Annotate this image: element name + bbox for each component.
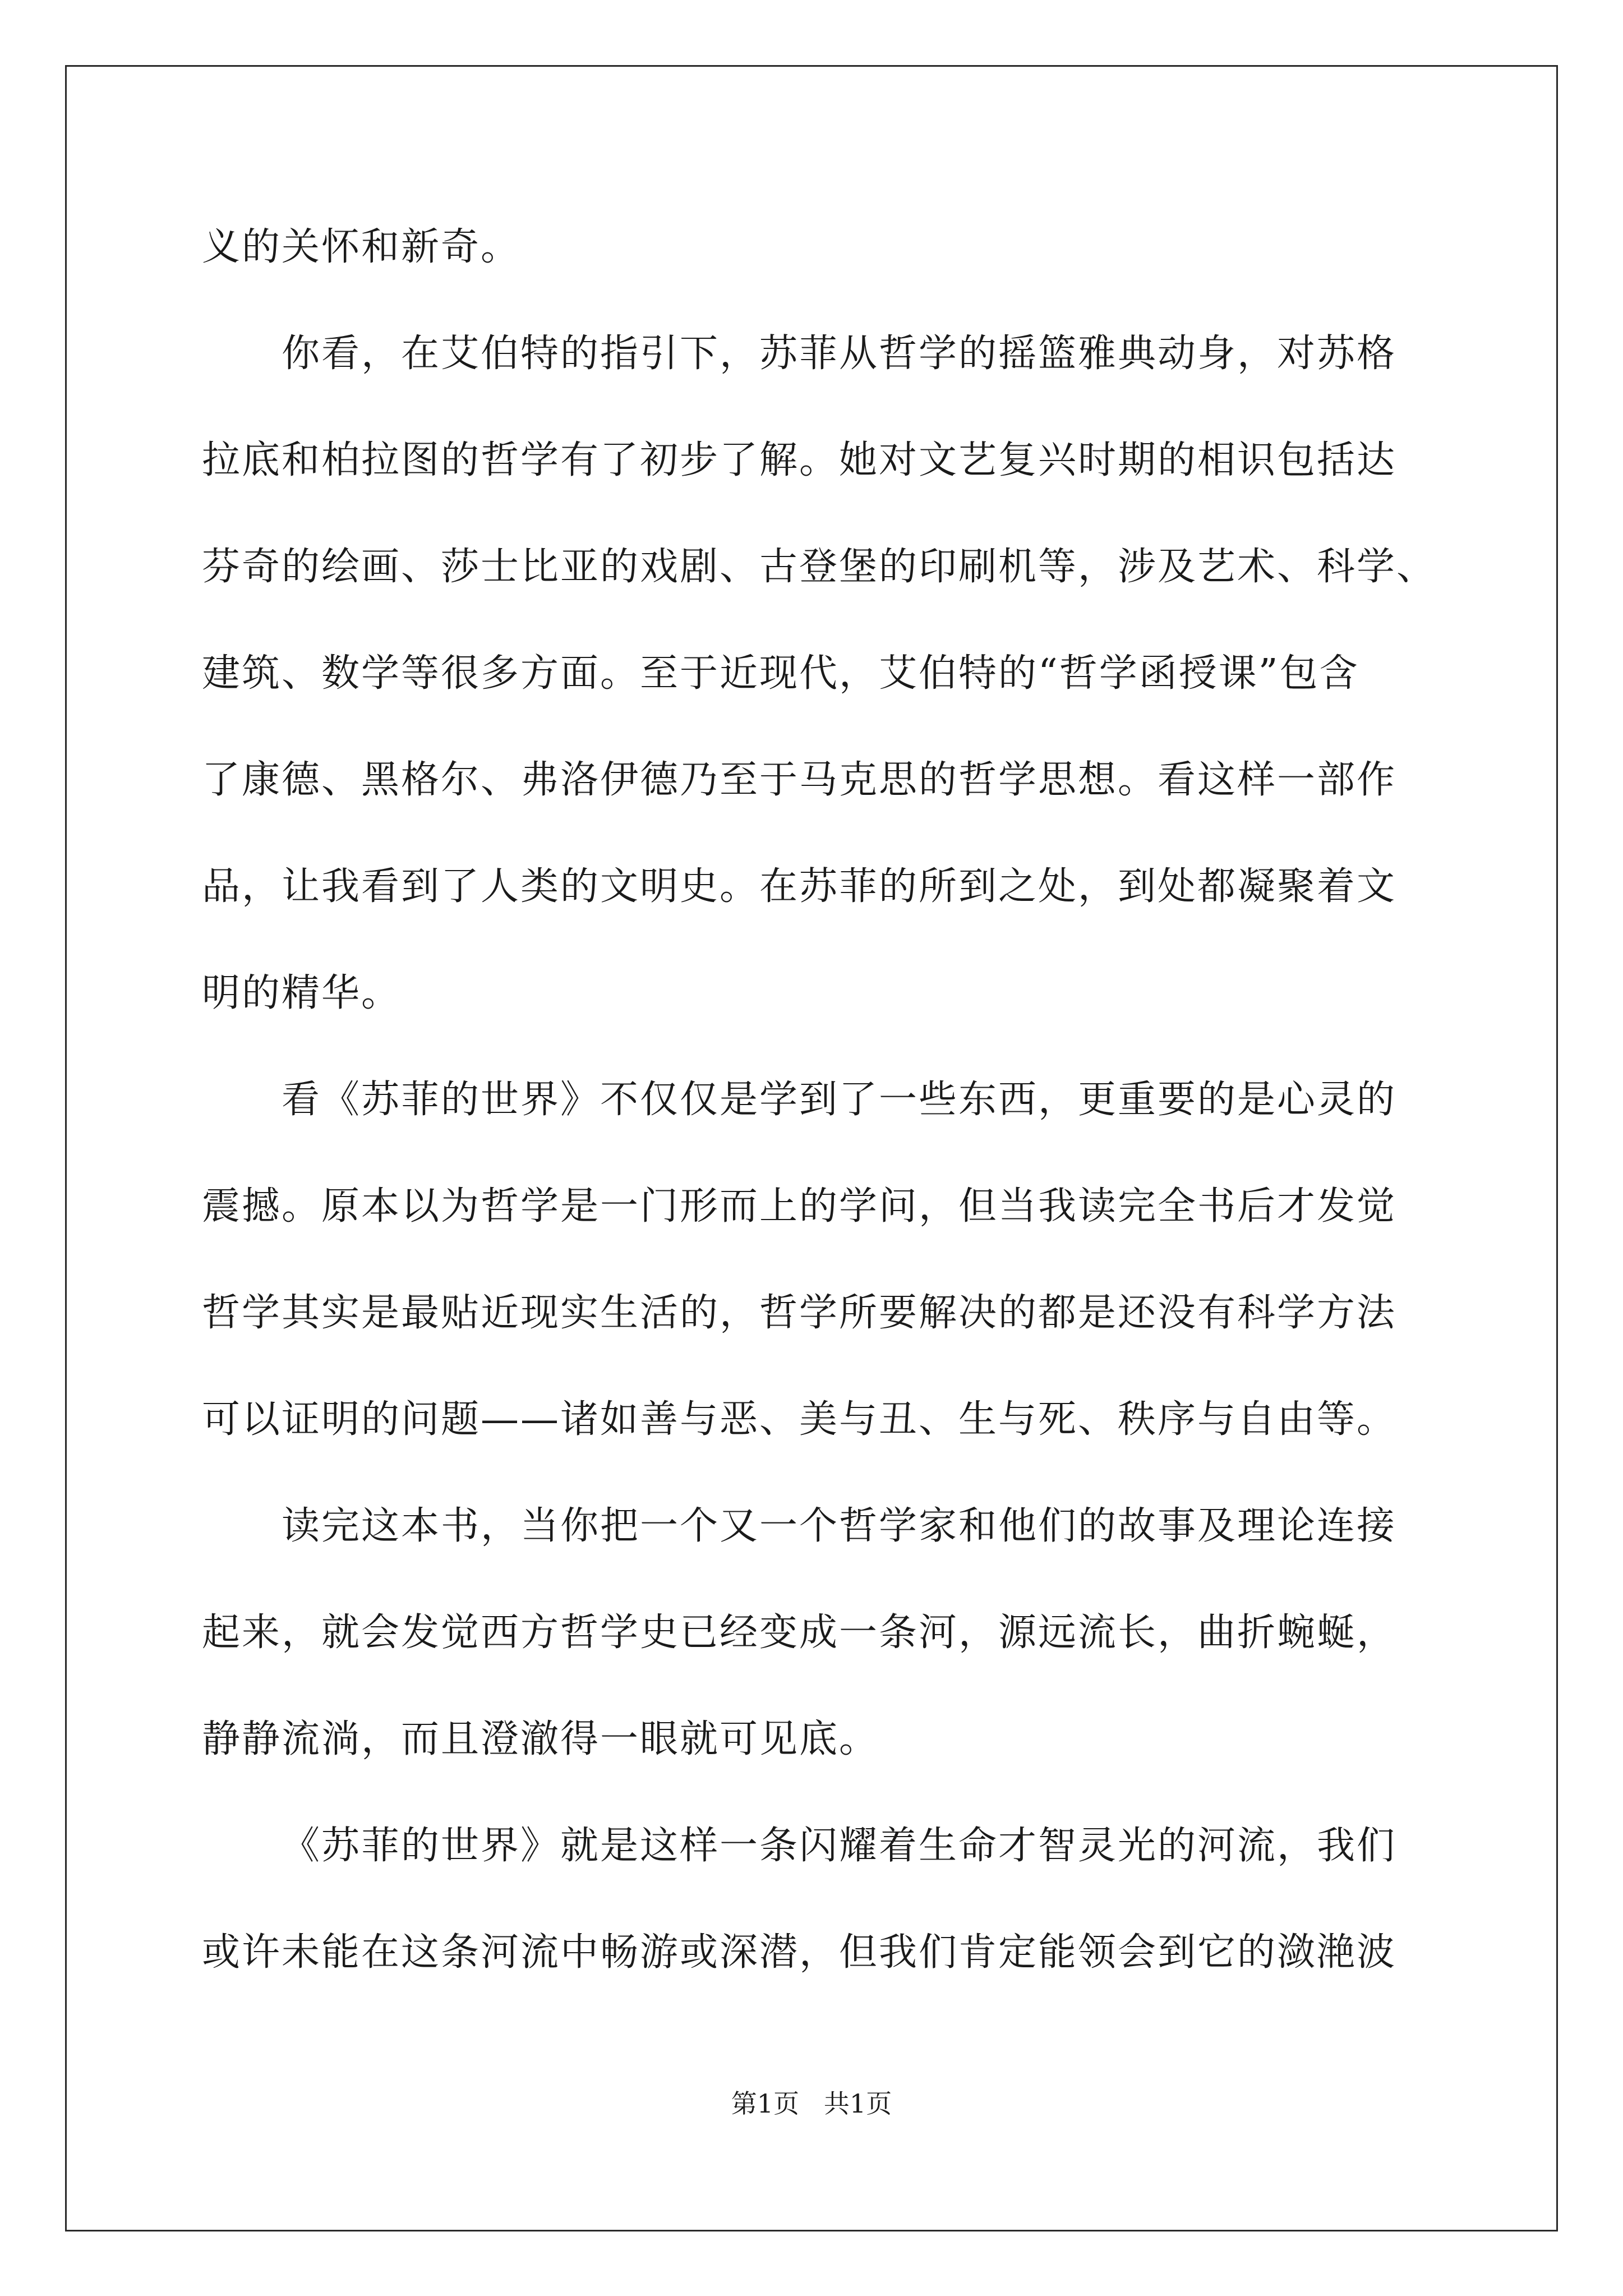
text-line: 义的关怀和新奇。: [202, 225, 521, 269]
text-line: 明的精华。: [202, 971, 402, 1015]
text-line: 建筑、数学等很多方面。至于近现代，艾伯特的“哲学函授课”包含: [202, 651, 1359, 696]
text-line: 静静流淌，而且澄澈得一眼就可见底。: [202, 1717, 879, 1761]
text-line: 可以证明的问题——诸如善与恶、美与丑、生与死、秩序与自由等。: [202, 1397, 1397, 1442]
text-line: 看《苏菲的世界》不仅仅是学到了一些东西，更重要的是心灵的: [282, 1078, 1397, 1122]
text-line: 你看，在艾伯特的指引下，苏菲从哲学的摇篮雅典动身，对苏格: [282, 332, 1397, 376]
page-number-footer: 第1页 共1页: [731, 2088, 892, 2119]
text-line: 读完这本书，当你把一个又一个哲学家和他们的故事及理论连接: [282, 1504, 1397, 1548]
text-line: 震撼。原本以为哲学是一门形而上的学问，但当我读完全书后才发觉: [202, 1184, 1397, 1228]
document-body: [202, 194, 1436, 2006]
text-line: 拉底和柏拉图的哲学有了初步了解。她对文艺复兴时期的相识包括达: [202, 438, 1397, 482]
text-line: 芬奇的绘画、莎士比亚的戏剧、古登堡的印刷机等，涉及艺术、科学、: [202, 545, 1437, 589]
text-line: 了康德、黑格尔、弗洛伊德乃至于马克思的哲学思想。看这样一部作: [202, 758, 1397, 802]
text-line: 品，让我看到了人类的文明史。在苏菲的所到之处，到处都凝聚着文: [202, 864, 1397, 909]
text-line: 或许未能在这条河流中畅游或深潜，但我们肯定能领会到它的潋滟波: [202, 1930, 1397, 1975]
text-line: 起来，就会发觉西方哲学史已经变成一条河，源远流长，曲折蜿蜒，: [202, 1611, 1397, 1655]
text-line: 《苏菲的世界》就是这样一条闪耀着生命才智灵光的河流，我们: [282, 1824, 1397, 1868]
text-line: 哲学其实是最贴近现实生活的，哲学所要解决的都是还没有科学方法: [202, 1291, 1397, 1335]
